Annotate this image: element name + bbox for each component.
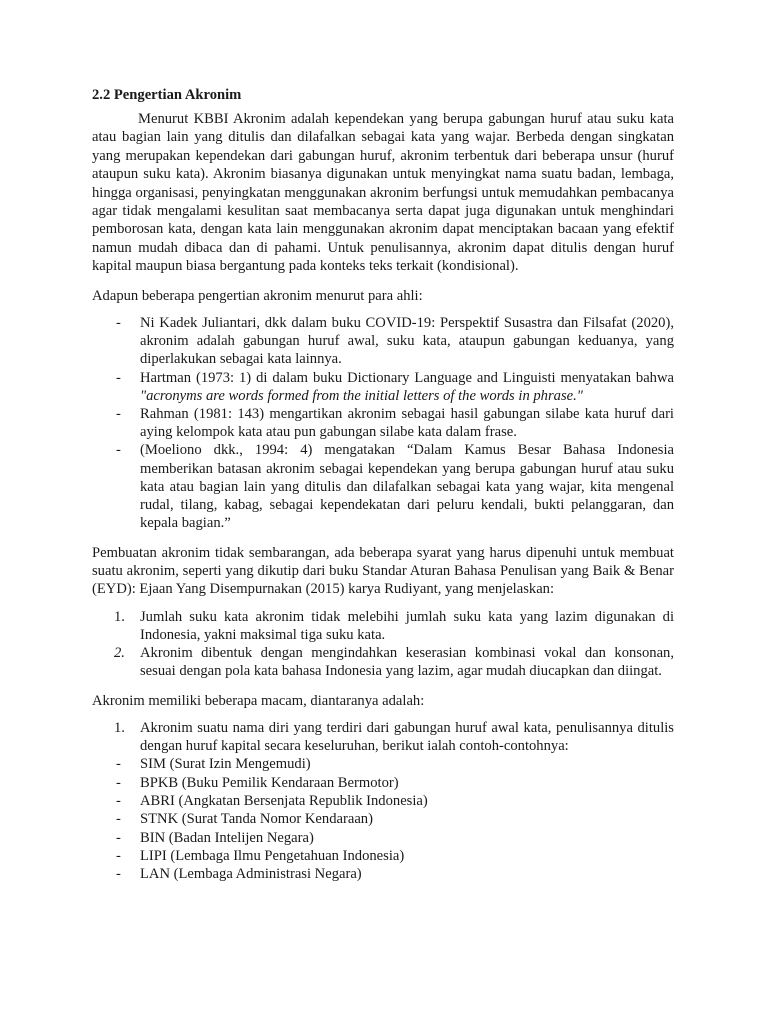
list-item-text: Akronim suatu nama diri yang terdiri dari gabungan huruf awal kata, penulisannya ditulis dengan huruf kapital secara keseluruhan, berikut ialah contoh-contohnya:: [140, 719, 674, 755]
list-item: [92, 719, 674, 755]
list-item-text: SIM (Surat Izin Mengemudi): [140, 756, 311, 773]
list-item-text: ABRI (Angkatan Bersenjata Republik Indonesia): [140, 792, 428, 809]
intro-paragraph: Menurut KBBI Akronim adalah kependekan yang berupa gabungan huruf atau suku kata atau bagian lain yang ditulis dan dilafalkan sebagai kata yang wajar. Berbeda dengan singkatan yang merupakan kependekan dari gabungan huruf, akronim terbentuk dari beberapa unsur (huruf ataupun suku kata). Akronim biasanya digunakan untuk menyingkat nama suatu badan, lembaga, hingga organisasi, penyingkatan menggunakan akronim berfungsi untuk memudahkan pembacanya agar tidak mengalami kesulitan saat membacanya serta dapat juga digunakan untuk menghindari pemborosan kata, dengan kata lain menggunakan akronim dapat menciptakan bacaan yang efektif namun mudah dibaca dan di pahami. Untuk penulisannya, akronim dapat ditulis dengan huruf kapital maupun biasa bergantung pada konteks teks terkait (kondisional).: [92, 111, 674, 275]
rules-list: [92, 608, 674, 681]
list-marker: -: [116, 369, 121, 386]
list-marker: -: [116, 866, 121, 883]
list-marker: -: [116, 315, 121, 332]
list-item: [92, 608, 674, 644]
list-marker: -: [116, 442, 121, 459]
list-item: [92, 369, 674, 405]
list-marker: -: [116, 829, 121, 846]
examples-list: [92, 755, 674, 883]
list-item: [92, 441, 674, 532]
list-marker: -: [116, 406, 121, 423]
list-item-text: Hartman (1973: 1) di dalam buku Dictionary Language and Linguisti menyatakan bahwa: [140, 369, 674, 386]
list-item: [92, 755, 674, 773]
list-item-text: Akronim dibentuk dengan mengindahkan keserasian kombinasi vokal dan konsonan, sesuai dengan pola kata bahasa Indonesia yang lazim, agar mudah diucapkan dan diingat.: [140, 645, 674, 680]
list-marker: -: [116, 811, 121, 828]
list-item: [92, 847, 674, 865]
list-item-text: STNK (Surat Tanda Nomor Kendaraan): [140, 811, 373, 828]
document-page: [92, 86, 674, 883]
experts-list: [92, 314, 674, 532]
list-item-text: BIN (Badan Intelijen Negara): [140, 829, 314, 846]
list-marker: -: [116, 774, 121, 791]
rules-intro-paragraph: Pembuatan akronim tidak sembarangan, ada beberapa syarat yang harus dipenuhi untuk membuat suatu akronim, seperti yang dikutip dari buku Standar Aturan Bahasa Penulisan yang Baik & Benar (EYD): Ejaan Yang Disempurnakan (2015) karya Rudiyant, yang menjelaskan:: [92, 544, 674, 598]
list-item: [92, 314, 674, 369]
types-list: [92, 719, 674, 755]
list-item-text: Ni Kadek Juliantari, dkk dalam buku COVID-19: Perspektif Susastra dan Filsafat (2020), akronim adalah gabungan huruf awal, suku kata, ataupun gabungan keduanya, yang diperlakukan sebagai kata lainnya.: [140, 315, 674, 368]
list-item: [92, 865, 674, 883]
list-item-text: BPKB (Buku Pemilik Kendaraan Bermotor): [140, 774, 399, 791]
list-marker: 1.: [114, 608, 125, 625]
list-item: [92, 644, 674, 680]
types-intro-paragraph: Akronim memiliki beberapa macam, diantaranya adalah:: [92, 692, 425, 709]
list-item: [92, 792, 674, 810]
list-marker: 2.: [114, 645, 125, 662]
list-marker: -: [116, 847, 121, 864]
list-item: [92, 405, 674, 441]
list-item: [92, 810, 674, 828]
list-item-text: (Moeliono dkk., 1994: 4) mengatakan “Dalam Kamus Besar Bahasa Indonesia memberikan batasan akronim sebagai kependekan yang berupa gabungan huruf atau suku kata atau bagian lain yang ditulis dan dilafalkan sebagai kata yang wajar, kita mengenal rudal, tilang, kabag, sebagai kependekatan dari peluru kendali, bukti pelanggaran, dan kepala bagian.”: [140, 442, 674, 532]
section-heading: 2.2 Pengertian Akronim: [92, 87, 242, 103]
list-item: [92, 774, 674, 792]
list-item-text: LIPI (Lembaga Ilmu Pengetahuan Indonesia): [140, 847, 405, 864]
list-item-text: Jumlah suku kata akronim tidak melebihi jumlah suku kata yang lazim digunakan di Indonesia, yakni maksimal tiga suku kata.: [140, 608, 674, 643]
list-item-text: LAN (Lembaga Administrasi Negara): [140, 866, 362, 883]
list-item: [92, 829, 674, 847]
list-marker: 1.: [114, 719, 125, 736]
english-quote: "acronyms are words formed from the initial letters of the words in phrase.": [140, 387, 583, 404]
list-marker: -: [116, 756, 121, 773]
list-item-text: Rahman (1981: 143) mengartikan akronim sebagai hasil gabungan silabe kata huruf dari aying kelompok kata atau pun gabungan silabe kata dalam frase.: [140, 406, 674, 441]
list-marker: -: [116, 792, 121, 809]
experts-intro-paragraph: Adapun beberapa pengertian akronim menurut para ahli:: [92, 287, 423, 304]
